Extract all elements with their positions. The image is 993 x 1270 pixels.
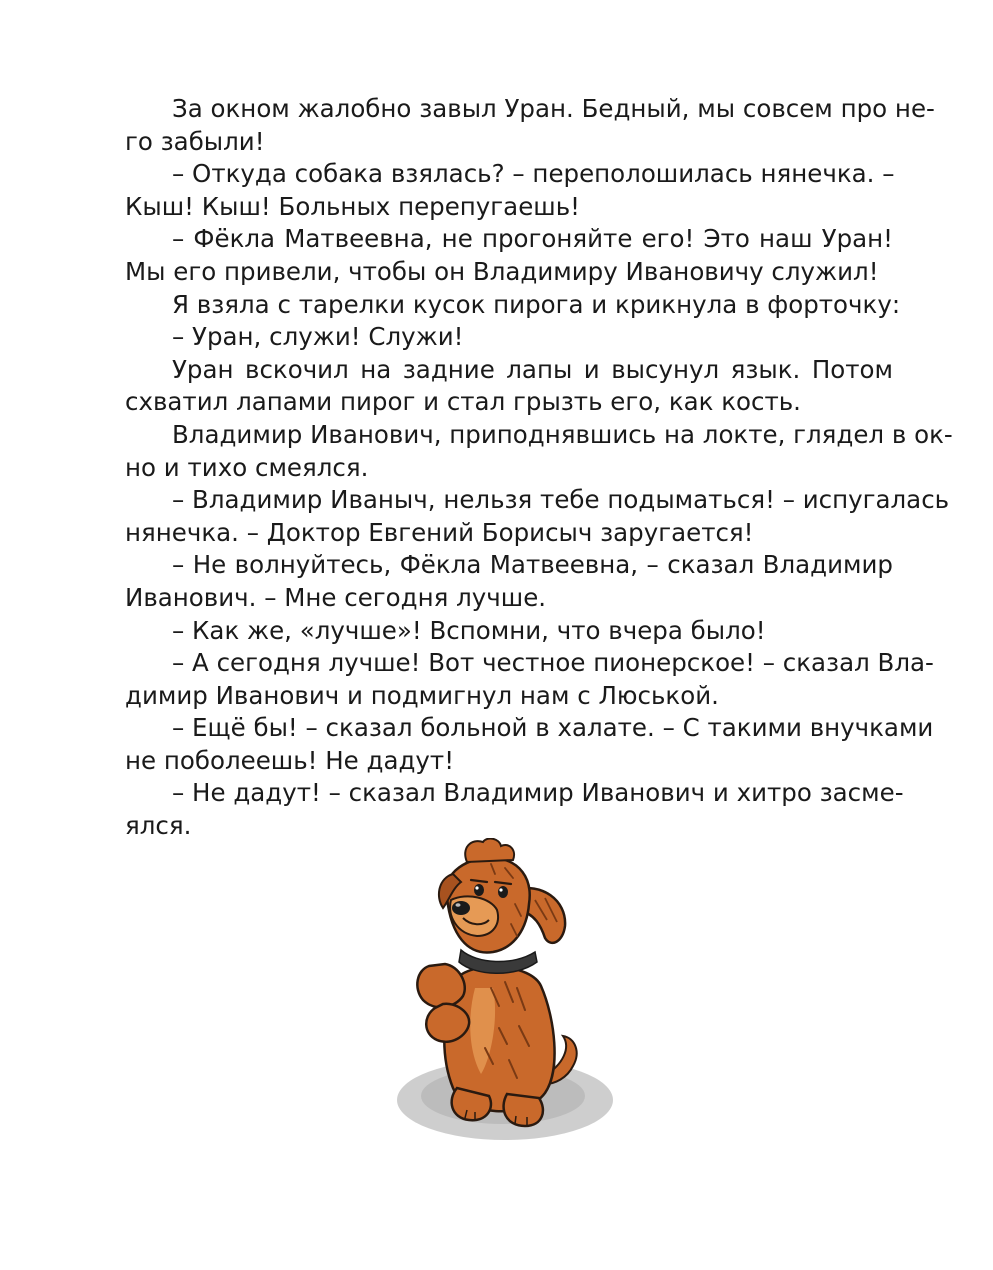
text-line: – Откуда собака взялась? – переполошилась нянечка. – [172,159,895,189]
text-line: Уран вскочил на задние лапы и высунул язык. Потом [172,354,893,384]
text-line: ялся. [125,811,192,841]
dog-right-foot [504,1094,543,1126]
text-line: За окном жалобно завыл Уран. Бедный, мы совсем про не- [172,94,935,123]
text-line: го забыли! [125,126,265,156]
text-line: – А сегодня лучше! Вот честное пионерское! – сказал Вла- [172,648,934,678]
text-line: Я взяла с тарелки кусок пирога и крикнула в форточку: [172,289,901,319]
text-line: – Владимир Иваныч, нельзя тебе подыматься! – испугалась [172,485,950,515]
text-line: нянечка. – Доктор Евгений Борисыч заругается! [125,517,754,547]
text-line: димир Иванович и подмигнул нам с Люськой. [125,680,719,710]
dog-illustration [395,838,615,1148]
text-line: – Не дадут! – сказал Владимир Иванович и хитро засме- [172,778,904,808]
dog-right-paw [426,1004,469,1042]
text-line: но и тихо смеялся. [125,452,369,482]
dog-eye-left [474,884,484,896]
text-line: – Фёкла Матвеевна, не прогоняйте его! Это наш Уран! [172,224,893,254]
dog-nose [452,901,470,915]
text-line: – Не волнуйтесь, Фёкла Матвеевна, – сказал Владимир [172,550,893,580]
text-line: – Как же, «лучше»! Вспомни, что вчера было! [172,615,766,645]
story-text [125,93,953,843]
text-line: – Ещё бы! – сказал больной в халате. – С такими внучками [172,713,934,743]
text-line: схватил лапами пирог и стал грызть его, как кость. [125,387,801,417]
text-line: Кыш! Кыш! Больных перепугаешь! [125,191,580,221]
text-line: не поболеешь! Не дадут! [125,745,455,775]
text-line: – Уран, служи! Служи! [172,322,464,352]
text-line: Иванович. – Мне сегодня лучше. [125,582,547,612]
dog-left-paw [417,964,464,1007]
dog-head-tuft [465,839,514,862]
dog-eye-right [498,886,508,898]
text-line: Владимир Иванович, приподнявшись на локте, глядел в ок- [172,419,953,449]
text-line: Мы его привели, чтобы он Владимиру Ивановичу служил! [125,256,879,286]
